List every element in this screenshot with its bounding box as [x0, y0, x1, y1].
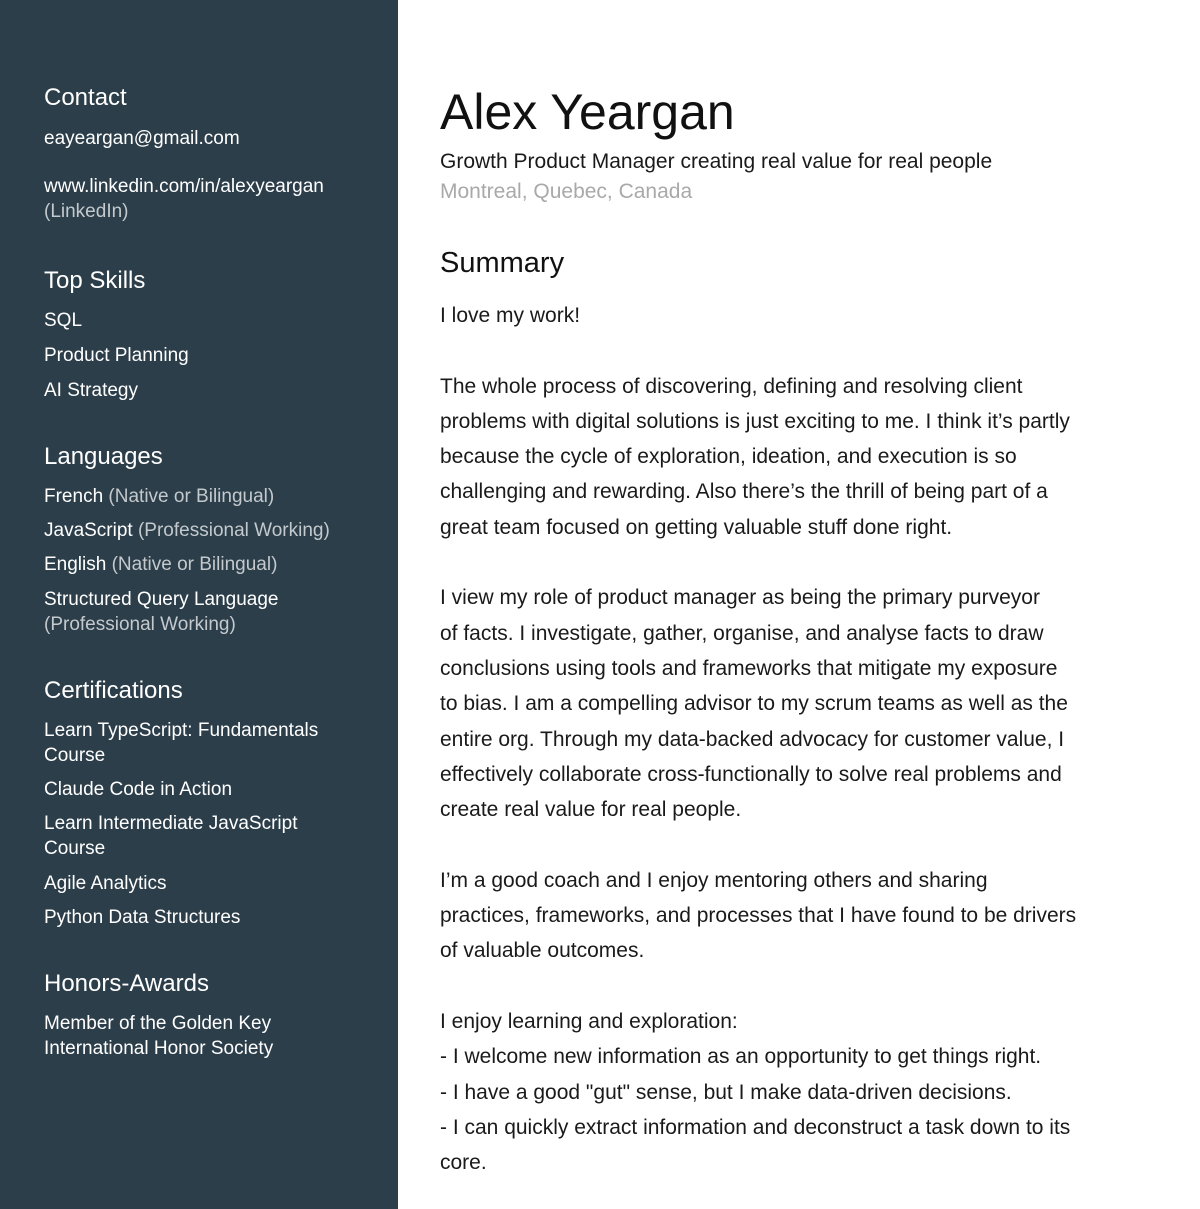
certification-item	[44, 811, 297, 861]
summary-line: challenging and rewarding. Also there’s the thrill of being part of a	[440, 480, 1048, 504]
certification-item	[44, 718, 318, 768]
summary-line: of valuable outcomes.	[440, 939, 645, 963]
language-level: (Professional Working)	[44, 614, 236, 635]
email-link[interactable]: eayeargan@gmail.com	[44, 128, 240, 149]
summary-line: I enjoy learning and exploration:	[440, 1009, 738, 1033]
summary-line: The whole process of discovering, defining and resolving client	[440, 374, 1023, 398]
summary-line: - I have a good "gut" sense, but I make data-driven decisions.	[440, 1080, 1012, 1104]
summary-line: - I can quickly extract information and deconstruct a task down to its	[440, 1115, 1071, 1139]
summary-paragraph	[440, 580, 1165, 827]
certification-line: Claude Code in Action	[44, 779, 233, 800]
summary-paragraph	[440, 369, 1165, 545]
contact-linkedin[interactable]	[44, 174, 324, 224]
summary-line: core.	[440, 1151, 487, 1175]
language-level: (Native or Bilingual)	[108, 486, 275, 507]
skill-item: AI Strategy	[44, 380, 138, 401]
certifications-title: Certifications	[44, 677, 183, 704]
certifications-section	[44, 676, 183, 706]
language-name: French	[44, 486, 104, 507]
certification-line: Learn Intermediate JavaScript	[44, 813, 298, 834]
language-item	[44, 484, 274, 509]
summary-line: I love my work!	[440, 304, 581, 327]
language-item	[44, 518, 330, 543]
skill-item: Product Planning	[44, 345, 189, 366]
summary-line: create real value for real people.	[440, 798, 742, 822]
summary-line: great team focused on getting valuable stuff done right.	[440, 515, 953, 539]
contact-email[interactable]	[44, 126, 240, 151]
skill-item: SQL	[44, 310, 83, 331]
honors-title: Honors-Awards	[44, 970, 209, 997]
language-name: English	[44, 554, 107, 575]
language-name: JavaScript	[44, 520, 133, 541]
profile-location: Montreal, Quebec, Canada	[440, 180, 693, 203]
summary-line: of facts. I investigate, gather, organise, and analyse facts to draw	[440, 621, 1044, 645]
language-item	[44, 552, 277, 577]
language-level: (Native or Bilingual)	[111, 554, 278, 575]
summary-line: to bias. I am a compelling advisor to my scrum teams as well as the	[440, 692, 1068, 716]
honor-item	[44, 1011, 273, 1061]
contact-title: Contact	[44, 84, 127, 111]
summary-line: effectively collaborate cross-functionally to solve real problems and	[440, 762, 1062, 786]
summary-title: Summary	[440, 247, 565, 279]
certification-item	[44, 777, 232, 802]
summary-line: - I welcome new information as an opportunity to get things right.	[440, 1045, 1042, 1069]
summary-line: entire org. Through my data-backed advocacy for customer value, I	[440, 727, 1065, 751]
profile-headline: Growth Product Manager creating real value for real people	[440, 150, 993, 173]
certification-line: Learn TypeScript: Fundamentals	[44, 720, 319, 741]
summary-line: problems with digital solutions is just exciting to me. I think it’s partly	[440, 409, 1070, 433]
linkedin-label: (LinkedIn)	[44, 201, 129, 222]
certification-line: Course	[44, 745, 106, 766]
linkedin-link[interactable]: www.linkedin.com/in/alexyeargan	[44, 176, 324, 197]
languages-section	[44, 442, 163, 472]
summary-paragraph	[440, 863, 1165, 969]
certification-item	[44, 905, 240, 930]
summary-line: practices, frameworks, and processes that I have found to be drivers	[440, 904, 1077, 928]
summary-body	[440, 298, 1165, 1180]
languages-title: Languages	[44, 443, 163, 470]
sidebar	[0, 0, 398, 1209]
top-skills-section	[44, 266, 145, 296]
summary-line: I’m a good coach and I enjoy mentoring others and sharing	[440, 868, 988, 892]
honors-section	[44, 969, 209, 999]
contact-section	[44, 83, 127, 113]
summary-line: I view my role of product manager as being the primary purveyor	[440, 586, 1040, 610]
certification-line: Agile Analytics	[44, 873, 167, 894]
summary-paragraph	[440, 1004, 1165, 1180]
honor-line: International Honor Society	[44, 1038, 274, 1059]
summary-paragraph	[440, 298, 1165, 333]
certification-line: Python Data Structures	[44, 907, 241, 928]
summary-line: because the cycle of exploration, ideation, and execution is so	[440, 445, 1017, 469]
language-level: (Professional Working)	[137, 520, 330, 541]
certification-line: Course	[44, 838, 106, 859]
certification-item	[44, 871, 167, 896]
summary-line: conclusions using tools and frameworks that mitigate my exposure	[440, 656, 1058, 680]
top-skills-title: Top Skills	[44, 267, 146, 294]
language-name: Structured Query Language	[44, 589, 279, 610]
profile-name: Alex Yeargan	[440, 84, 735, 140]
language-item	[44, 587, 279, 637]
honor-line: Member of the Golden Key	[44, 1013, 272, 1034]
